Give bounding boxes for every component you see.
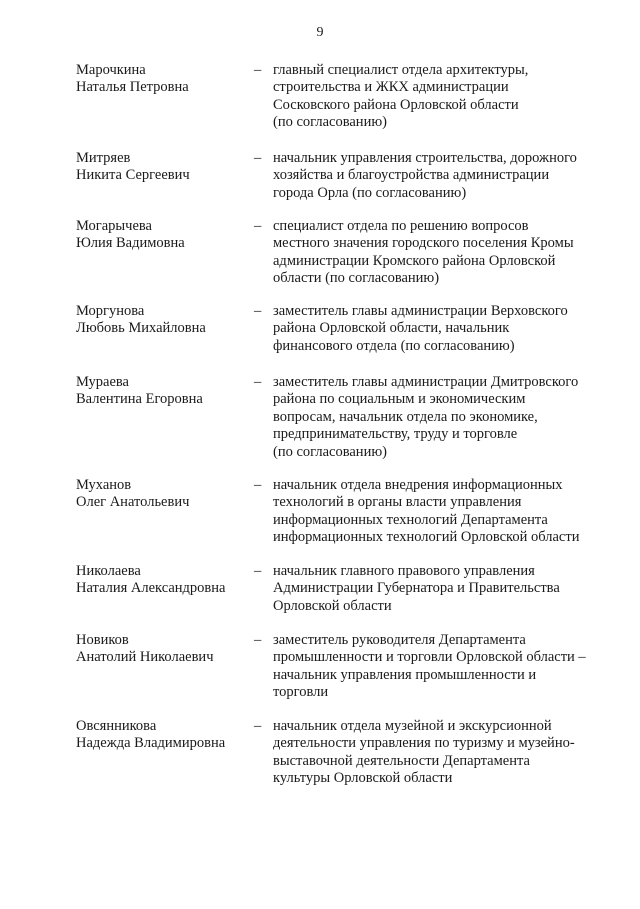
member-surname: Могарычева (76, 218, 152, 234)
entry-dash: – (254, 62, 262, 78)
member-name (76, 303, 256, 338)
position-line: местного значения городского поселения Кромы (273, 235, 574, 252)
member-given-name: Анатолий Николаевич (76, 649, 214, 666)
position-line: культуры Орловской области (273, 770, 453, 787)
member-position (273, 632, 613, 702)
position-line: области (по согласованию) (273, 270, 440, 287)
member-given-name: Наталия Александровна (76, 580, 226, 597)
position-line: Администрации Губернатора и Правительства (273, 580, 560, 597)
position-line: заместитель руководителя Департамента (273, 632, 526, 648)
member-name (76, 150, 256, 185)
entry-dash: – (254, 303, 262, 319)
member-surname: Новиков (76, 632, 129, 648)
position-line: (по согласованию) (273, 443, 387, 460)
member-surname: Моргунова (76, 303, 145, 319)
entry-dash: – (254, 718, 262, 734)
position-line: Орловской области (273, 597, 392, 614)
member-name (76, 718, 256, 753)
member-name (76, 632, 256, 667)
position-line: района Орловской области, начальник (273, 320, 510, 337)
position-line: строительства и ЖКХ администрации (273, 79, 509, 96)
position-line: начальник главного правового управления (273, 563, 535, 579)
member-position (273, 150, 613, 202)
member-surname: Мураева (76, 374, 129, 390)
entry-dash: – (254, 218, 262, 234)
position-line: заместитель главы администрации Дмитровского (273, 374, 579, 390)
position-line: промышленности и торговли Орловской области – (273, 649, 586, 666)
entry-dash: – (254, 374, 262, 390)
position-line: администрации Кромского района Орловской (273, 252, 556, 269)
entry-dash: – (254, 150, 262, 166)
entry-dash: – (254, 632, 262, 648)
position-line: района по социальным и экономическим (273, 391, 526, 408)
member-position (273, 62, 613, 132)
entry-dash: – (254, 477, 262, 493)
member-given-name: Любовь Михайловна (76, 320, 206, 337)
position-line: заместитель главы администрации Верховского (273, 303, 568, 319)
position-line: финансового отдела (по согласованию) (273, 337, 515, 354)
member-name (76, 218, 256, 253)
position-line: выставочной деятельности Департамента (273, 752, 530, 769)
member-position (273, 374, 613, 461)
member-position (273, 303, 613, 355)
position-line: вопросам, начальник отдела по экономике, (273, 408, 538, 425)
member-position (273, 477, 613, 547)
position-line: начальник отдела внедрения информационных (273, 477, 563, 493)
member-given-name: Юлия Вадимовна (76, 235, 185, 252)
member-name (76, 374, 256, 409)
position-line: хозяйства и благоустройства администрации (273, 167, 550, 184)
position-line: торговли (273, 684, 329, 701)
member-given-name: Валентина Егоровна (76, 391, 203, 408)
member-name (76, 62, 256, 97)
member-position (273, 718, 613, 788)
position-line: города Орла (по согласованию) (273, 184, 467, 201)
member-surname: Николаева (76, 563, 141, 579)
page-number: 9 (316, 25, 324, 40)
member-given-name: Наталья Петровна (76, 79, 189, 96)
position-line: технологий в органы власти управления (273, 494, 522, 511)
member-surname: Овсянникова (76, 718, 157, 734)
member-position (273, 563, 613, 615)
position-line: начальник управления промышленности и (273, 666, 537, 683)
member-given-name: Никита Сергеевич (76, 167, 190, 184)
member-surname: Марочкина (76, 62, 146, 78)
position-line: главный специалист отдела архитектуры, (273, 62, 529, 78)
entry-dash: – (254, 563, 262, 579)
member-given-name: Олег Анатольевич (76, 494, 190, 511)
position-line: информационных технологий Орловской области (273, 529, 580, 546)
position-line: информационных технологий Департамента (273, 511, 548, 528)
member-name (76, 563, 256, 598)
position-line: начальник управления строительства, дорожного (273, 150, 577, 166)
position-line: деятельности управления по туризму и музейно- (273, 735, 575, 752)
position-line: (по согласованию) (273, 114, 387, 131)
member-given-name: Надежда Владимировна (76, 735, 226, 752)
position-line: предпринимательству, труду и торговле (273, 426, 518, 443)
member-surname: Муханов (76, 477, 132, 493)
member-position (273, 218, 613, 288)
position-line: Сосковского района Орловской области (273, 96, 519, 113)
member-surname: Митряев (76, 150, 131, 166)
member-name (76, 477, 256, 512)
position-line: специалист отдела по решению вопросов (273, 218, 529, 234)
position-line: начальник отдела музейной и экскурсионной (273, 718, 552, 734)
